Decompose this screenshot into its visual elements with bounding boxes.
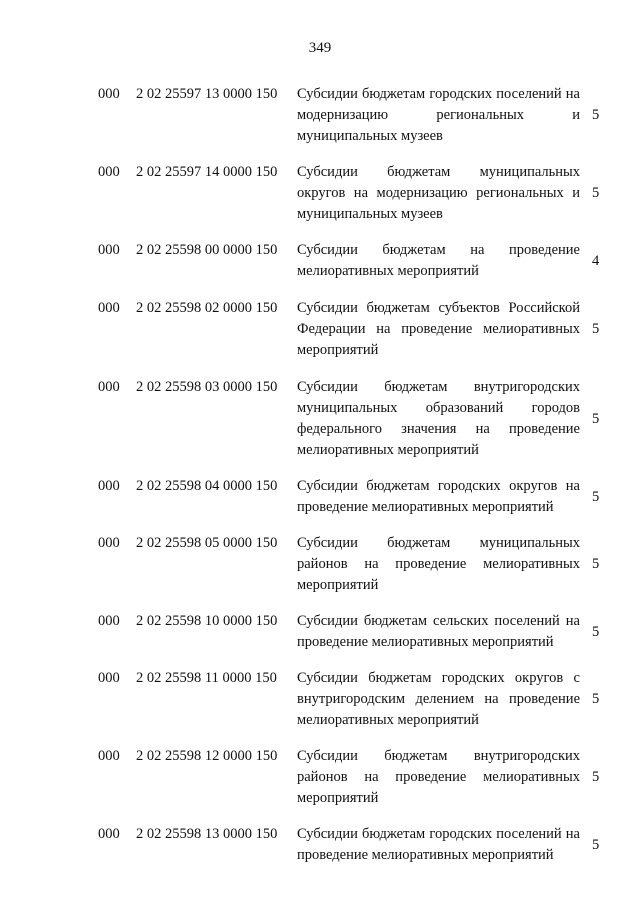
budget-classification-code: 2 02 25597 14 0000 150 xyxy=(136,164,278,180)
table-row xyxy=(0,162,640,225)
table-row xyxy=(0,377,640,461)
income-description: Субсидии бюджетам субъектов Российской Федерации на проведение мелиоративных мероприятий xyxy=(297,300,580,358)
admin-code: 000 xyxy=(98,748,120,764)
income-description: Субсидии бюджетам городских округов на проведение мелиоративных мероприятий xyxy=(297,478,580,515)
table-row xyxy=(0,824,640,866)
budget-classification-code: 2 02 25598 12 0000 150 xyxy=(136,748,278,764)
row-number: 5 xyxy=(592,410,600,427)
budget-classification-code: 2 02 25598 04 0000 150 xyxy=(136,478,278,494)
table-row xyxy=(0,668,640,731)
admin-code: 000 xyxy=(98,242,120,258)
income-description: Субсидии бюджетам на проведение мелиоративных мероприятий xyxy=(297,242,580,279)
budget-classification-code: 2 02 25598 13 0000 150 xyxy=(136,826,278,842)
income-description: Субсидии бюджетам муниципальных округов на модернизацию региональных и муниципальных музеев xyxy=(297,164,580,222)
admin-code: 000 xyxy=(98,164,120,180)
budget-classification-code: 2 02 25598 05 0000 150 xyxy=(136,535,278,551)
table-row xyxy=(0,240,640,282)
income-description: Субсидии бюджетам городских округов с внутригородским делением на проведение мелиоративных мероприятий xyxy=(297,670,580,728)
budget-classification-code: 2 02 25598 00 0000 150 xyxy=(136,242,278,258)
row-number: 5 xyxy=(592,836,600,853)
row-number: 5 xyxy=(592,185,600,201)
row-number: 4 xyxy=(592,252,600,269)
row-number: 5 xyxy=(592,488,600,505)
admin-code: 000 xyxy=(98,670,120,686)
income-description: Субсидии бюджетам сельских поселений на проведение мелиоративных мероприятий xyxy=(297,613,580,650)
budget-classification-code: 2 02 25598 03 0000 150 xyxy=(136,379,278,395)
income-description: Субсидии бюджетам муниципальных районов на проведение мелиоративных мероприятий xyxy=(297,535,580,593)
admin-code: 000 xyxy=(98,478,120,494)
admin-code: 000 xyxy=(98,535,120,551)
table-row xyxy=(0,611,640,653)
row-number: 5 xyxy=(592,321,600,337)
classification-table xyxy=(0,84,640,866)
table-row xyxy=(0,84,640,147)
admin-code: 000 xyxy=(98,826,120,842)
income-description: Субсидии бюджетам городских поселений на модернизацию региональных и муниципальных музеев xyxy=(297,86,580,144)
income-description: Субсидии бюджетам городских поселений на проведение мелиоративных мероприятий xyxy=(297,826,580,863)
admin-code: 000 xyxy=(98,86,120,102)
budget-classification-code: 2 02 25598 11 0000 150 xyxy=(136,670,277,686)
income-description: Субсидии бюджетам внутригородских муниципальных образований городов федерального значения на проведение мелиоративных мероприятий xyxy=(297,379,580,458)
row-number: 5 xyxy=(592,623,600,640)
budget-classification-code: 2 02 25598 10 0000 150 xyxy=(136,613,278,629)
row-number: 5 xyxy=(592,769,600,785)
table-row xyxy=(0,298,640,361)
admin-code: 000 xyxy=(98,379,120,395)
budget-classification-code: 2 02 25598 02 0000 150 xyxy=(136,300,278,316)
budget-classification-code: 2 02 25597 13 0000 150 xyxy=(136,86,278,102)
row-number: 5 xyxy=(592,107,600,123)
table-row xyxy=(0,476,640,518)
table-row xyxy=(0,533,640,596)
table-row xyxy=(0,746,640,809)
row-number: 5 xyxy=(592,556,600,572)
income-description: Субсидии бюджетам внутригородских районов на проведение мелиоративных мероприятий xyxy=(297,748,580,806)
row-number: 5 xyxy=(592,691,600,707)
admin-code: 000 xyxy=(98,613,120,629)
page-number: 349 xyxy=(308,40,332,56)
admin-code: 000 xyxy=(98,300,120,316)
